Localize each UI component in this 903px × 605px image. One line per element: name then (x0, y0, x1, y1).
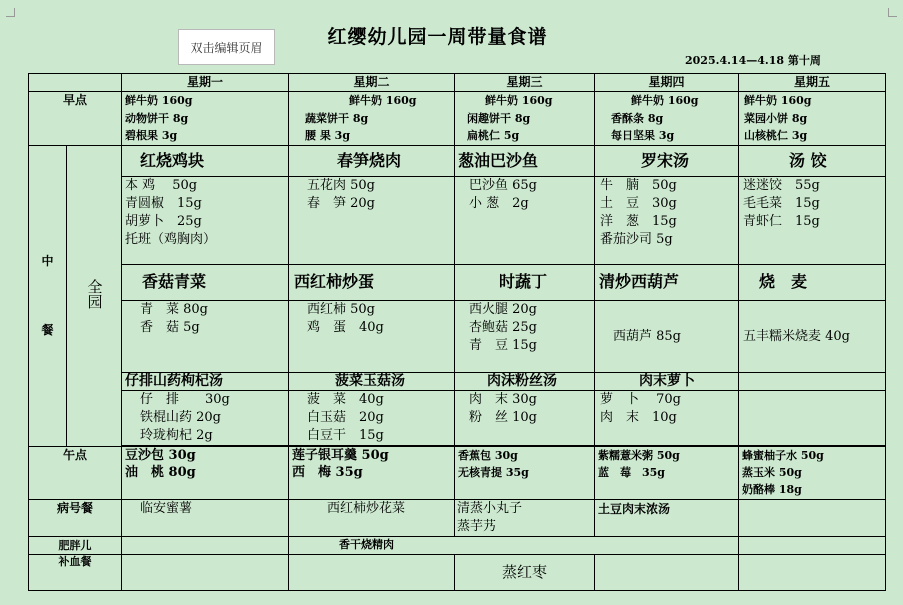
ingredient: 白玉菇 20g (307, 410, 384, 425)
ingredients-cell (455, 301, 595, 373)
breakfast-item: 鲜牛奶 160g (349, 94, 417, 107)
snack-item: 蜂蜜柚子水 50g (742, 449, 824, 462)
ingredients-cell (455, 391, 595, 446)
breakfast-item: 鲜牛奶 160g (631, 94, 699, 107)
main-dish-name: 汤 饺 (739, 146, 886, 177)
breakfast-item: 山核桃仁 3g (744, 129, 808, 142)
ingredients-cell (739, 391, 886, 446)
snack-item: 豆沙包 30g (125, 448, 196, 463)
ingredient: 巴沙鱼 65g (469, 178, 537, 193)
corner-cell (29, 74, 122, 92)
lunch-main-ingredients-row (29, 177, 886, 265)
whole-school-text: 全园 (85, 278, 104, 309)
breakfast-item: 动物饼干 8g (125, 111, 189, 125)
sick-meal-item: 西红柿炒花菜 (327, 501, 406, 516)
ingredient: 西葫芦 85g (613, 328, 681, 344)
main-dish-name: 罗宋汤 (595, 146, 739, 177)
ingredient: 洋 葱 15g (600, 214, 677, 229)
menu-table (28, 73, 886, 591)
soup-dish-name (739, 373, 886, 391)
sick-meal-item: 临安蜜薯 (140, 501, 193, 516)
ingredient: 五丰糯米烧麦 40g (743, 328, 850, 344)
lunch-label-2: 餐 (41, 323, 54, 337)
breakfast-item: 鲜牛奶 160g (744, 94, 812, 107)
sick-meal-cell (455, 500, 595, 537)
sick-meal-cell (595, 500, 739, 537)
ingredient: 迷迷饺 55g (743, 178, 820, 193)
page-corner-mark-right (888, 8, 897, 17)
snack-item: 西 梅 35g (292, 465, 363, 480)
snack-item: 蓝 莓 35g (598, 466, 665, 479)
ingredient: 萝 卜 70g (600, 392, 681, 407)
snack-item: 蒸玉米 50g (742, 466, 802, 479)
ingredient: 肉 末 10g (600, 410, 677, 425)
breakfast-item: 闲趣饼干 8g (467, 111, 531, 125)
lunch-label (29, 146, 67, 447)
snack-item: 香蕉包 30g (458, 449, 518, 462)
veg-dish-name: 时蔬丁 (455, 265, 595, 301)
day-header: 星期二 (289, 74, 455, 92)
lunch-soup-dish-row (29, 373, 886, 391)
snack-item: 油 桃 80g (125, 465, 196, 480)
breakfast-item: 鲜牛奶 160g (485, 94, 553, 107)
ingredient: 本 鸡 50g (125, 178, 198, 193)
ingredient: 玲珑枸杞 2g (140, 428, 213, 443)
ingredient: 牛 腩 50g (600, 178, 677, 193)
page-title-text: 红缨幼儿园一周带量食谱 (327, 26, 548, 48)
veg-dish-name: 西红柿炒蛋 (289, 265, 455, 301)
day-header: 星期四 (595, 74, 739, 92)
ingredient: 菠 菜 40g (307, 392, 384, 407)
sick-meal-item: 清蒸小丸子 (457, 501, 523, 516)
ingredients-cell (595, 301, 739, 373)
ingredient: 五花肉 50g (307, 178, 375, 193)
obese-cell (122, 537, 289, 555)
edit-header-button[interactable]: 双击编辑页眉 (178, 29, 275, 65)
blood-cell (595, 555, 739, 591)
lunch-veg-dish-row (29, 265, 886, 301)
obese-label: 肥胖儿 (29, 537, 122, 555)
ingredients-cell (122, 301, 289, 373)
blood-label: 补血餐 (29, 555, 122, 591)
snack-label: 午点 (29, 447, 122, 500)
snack-cell (289, 447, 455, 500)
ingredient: 粉 丝 10g (469, 410, 537, 425)
lunch-main-dish-row (29, 146, 886, 177)
breakfast-cell (739, 92, 886, 146)
breakfast-item: 菜园小饼 8g (744, 111, 808, 125)
main-dish-name: 春笋烧肉 (289, 146, 455, 177)
ingredients-cell (739, 177, 886, 265)
obese-meal: 香干烧精肉 (289, 537, 595, 555)
lunch-label-1: 中 (41, 254, 54, 268)
breakfast-item: 鲜牛奶 160g (125, 94, 193, 107)
ingredient: 肉 末 30g (469, 392, 537, 407)
breakfast-cell (289, 92, 455, 146)
obese-row (29, 537, 886, 555)
snack-cell (122, 447, 289, 500)
ingredient: 青虾仁 15g (743, 214, 820, 229)
snack-item: 奶酪棒 18g (742, 483, 802, 496)
veg-dish-name: 香菇青菜 (122, 265, 289, 301)
breakfast-row (29, 92, 886, 146)
ingredients-cell (595, 177, 739, 265)
ingredients-cell (122, 177, 289, 265)
snack-item: 无核青提 35g (458, 466, 529, 479)
veg-dish-name: 烧 麦 (739, 265, 886, 301)
breakfast-item: 扁桃仁 5g (467, 129, 520, 142)
lunch-veg-ingredients-row (29, 301, 886, 373)
ingredient: 小 葱 2g (469, 196, 529, 211)
snack-cell (455, 447, 595, 500)
sick-meal-item: 土豆肉末浓汤 (598, 502, 671, 516)
ingredient: 青 菜 80g (140, 302, 208, 317)
breakfast-item: 腰 果 3g (305, 129, 351, 142)
ingredient: 春 笋 20g (307, 196, 375, 211)
main-dish-name: 葱油巴沙鱼 (455, 146, 595, 177)
day-header: 星期一 (122, 74, 289, 92)
sick-meal-label: 病号餐 (29, 500, 122, 537)
day-header-row (29, 74, 886, 92)
blood-cell (122, 555, 289, 591)
blood-row (29, 555, 886, 591)
ingredients-cell (122, 391, 289, 446)
whole-school-label (67, 146, 122, 447)
page-corner-mark-left (6, 8, 15, 17)
page-title (0, 22, 903, 49)
lunch-soup-ingredients-row (29, 391, 886, 446)
sick-meal-item: 蒸芋艿 (457, 519, 497, 534)
ingredients-cell (455, 177, 595, 265)
ingredient: 托班（鸡胸肉） (125, 232, 217, 247)
ingredient: 毛毛菜 15g (743, 196, 820, 211)
ingredients-cell (739, 301, 886, 373)
blood-meal: 蒸红枣 (455, 555, 595, 591)
sick-meal-cell (289, 500, 455, 537)
soup-dish-name: 肉末萝卜 (595, 373, 739, 391)
ingredient: 仔 排 30g (140, 392, 230, 407)
soup-dish-name: 仔排山药枸杞汤 (122, 373, 289, 391)
ingredient: 香 菇 5g (140, 320, 200, 335)
soup-dish-name: 菠菜玉菇汤 (289, 373, 455, 391)
breakfast-cell (122, 92, 289, 146)
ingredient: 铁棍山药 20g (140, 410, 221, 425)
blood-cell (739, 555, 886, 591)
soup-dish-name: 肉沫粉丝汤 (455, 373, 595, 391)
sick-meal-row (29, 500, 886, 537)
ingredient: 胡萝卜 25g (125, 214, 202, 229)
day-header: 星期五 (739, 74, 886, 92)
ingredient: 鸡 蛋 40g (307, 320, 384, 335)
ingredient: 青 豆 15g (469, 338, 537, 353)
snack-cell (595, 447, 739, 500)
ingredient: 杏鲍菇 25g (469, 320, 537, 335)
snack-item: 莲子银耳羹 50g (292, 448, 389, 463)
breakfast-item: 蔬菜饼干 8g (305, 111, 369, 125)
ingredient: 土 豆 30g (600, 196, 677, 211)
breakfast-cell (595, 92, 739, 146)
snack-row (29, 447, 886, 500)
ingredient: 西火腿 20g (469, 302, 537, 317)
obese-cell (739, 537, 886, 555)
ingredient: 白豆干 15g (307, 428, 384, 443)
breakfast-item: 每日坚果 3g (611, 129, 675, 142)
sick-meal-cell (739, 500, 886, 537)
obese-cell (595, 537, 739, 555)
ingredients-cell (289, 177, 455, 265)
date-range: 2025.4.14—4.18 第十周 (685, 54, 821, 67)
snack-cell (739, 447, 886, 500)
breakfast-label: 早点 (29, 92, 122, 146)
snack-item: 紫糯薏米粥 50g (598, 449, 680, 462)
day-header: 星期三 (455, 74, 595, 92)
ingredients-cell (289, 301, 455, 373)
ingredient: 青圆椒 15g (125, 196, 202, 211)
breakfast-cell (455, 92, 595, 146)
breakfast-item: 香酥条 8g (611, 111, 664, 125)
ingredient: 西红柿 50g (307, 302, 375, 317)
blood-cell (289, 555, 455, 591)
lunch-label-gap (29, 270, 66, 322)
veg-dish-name: 清炒西葫芦 (595, 265, 739, 301)
sick-meal-cell (122, 500, 289, 537)
ingredient: 番茄沙司 5g (600, 232, 673, 247)
ingredients-cell (595, 391, 739, 446)
main-dish-name: 红烧鸡块 (122, 146, 289, 177)
breakfast-item: 碧根果 3g (125, 129, 178, 142)
ingredients-cell (289, 391, 455, 446)
